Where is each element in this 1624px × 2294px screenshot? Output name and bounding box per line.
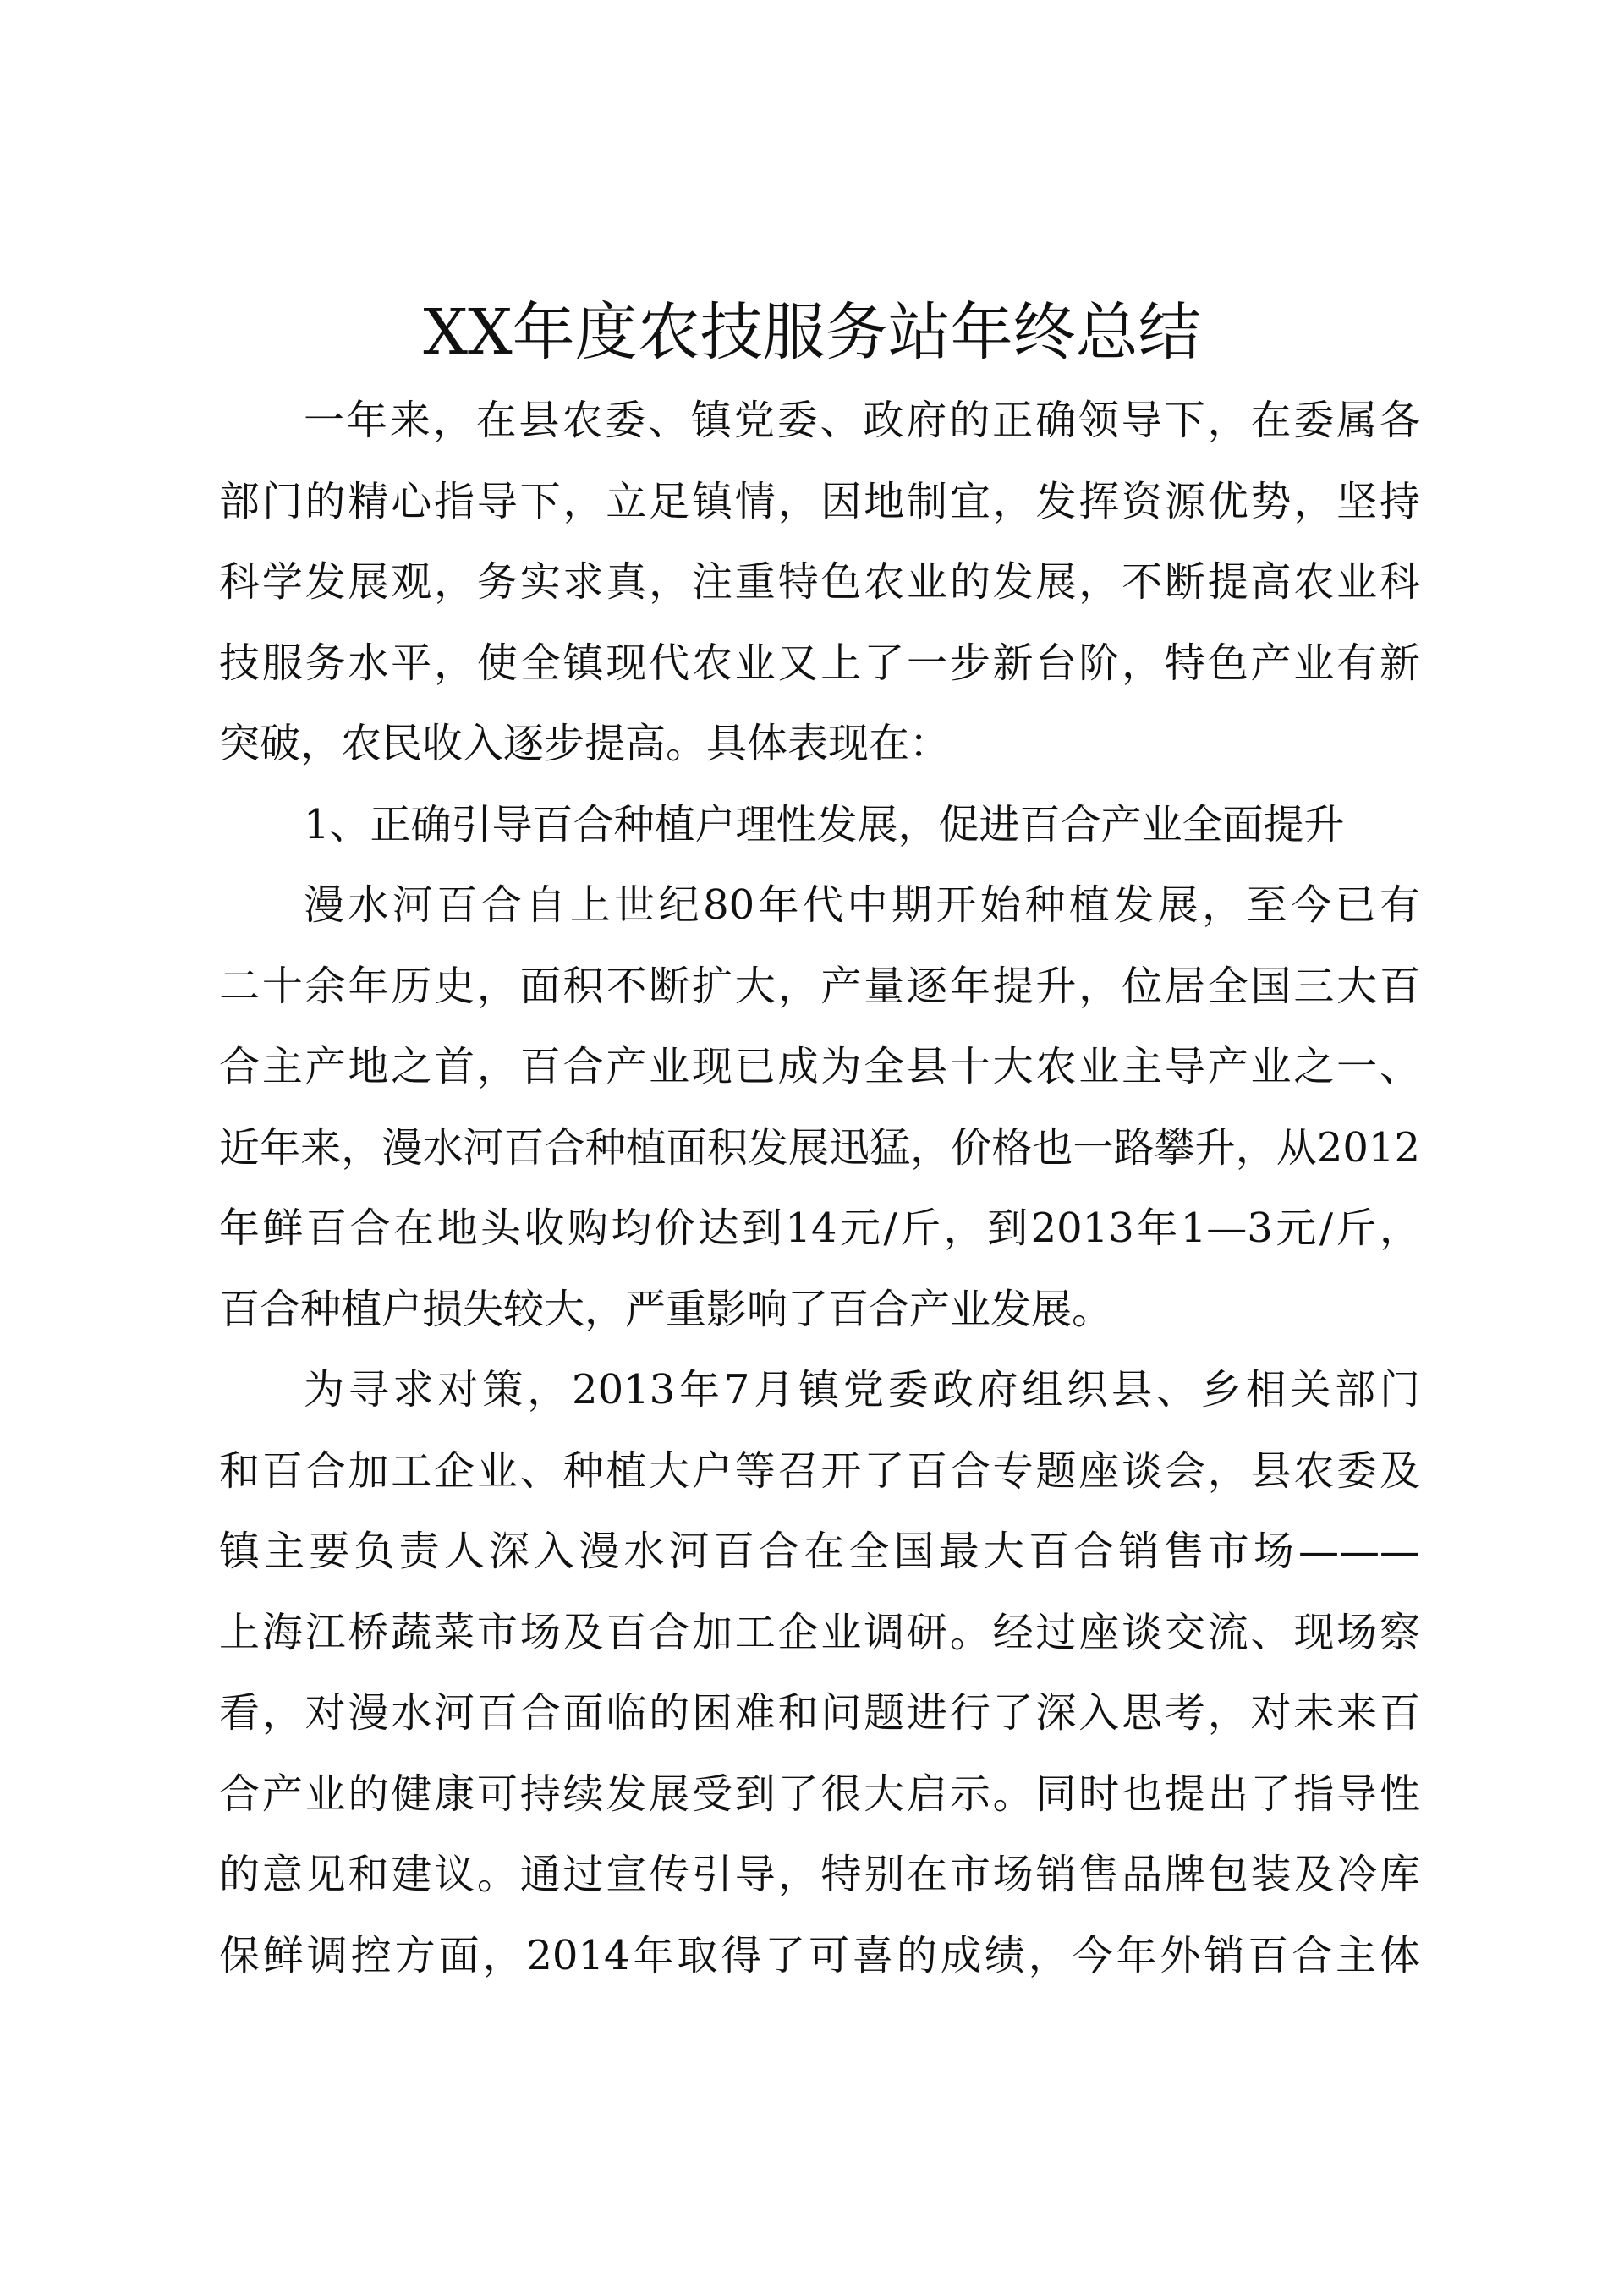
paragraph-line: 一年来，在县农委、镇党委、政府的正确领导下，在委属各 xyxy=(304,397,1420,444)
paragraph-line: 看，对漫水河百合面临的困难和问题进行了深入思考，对未来百 xyxy=(219,1689,1420,1737)
paragraph-line: 和百合加工企业、种植大户等召开了百合专题座谈会，县农委及 xyxy=(219,1446,1420,1495)
paragraph-line: 百合种植户损失较大，严重影响了百合产业发展。 xyxy=(219,1285,1113,1333)
paragraph-line: 合产业的健康可持续发展受到了很大启示。同时也提出了指导性 xyxy=(219,1770,1420,1818)
paragraph-line: 的意见和建议。通过宣传引导，特别在市场销售品牌包装及冷库 xyxy=(219,1851,1420,1898)
paragraph-line: 近年来，漫水河百合种植面积发展迅猛，价格也一路攀升，从2012 xyxy=(219,1123,1420,1172)
paragraph-line: 保鲜调控方面，2014年取得了可喜的成绩，今年外销百合主体 xyxy=(219,1931,1420,1979)
paragraph-line: 为寻求对策，2013年7月镇党委政府组织县、乡相关部门 xyxy=(304,1366,1420,1413)
paragraph-line: 漫水河百合自上世纪80年代中期开始种植发展，至今已有 xyxy=(304,881,1420,929)
section-heading: 1、正确引导百合种植户理性发展，促进百合产业全面提升 xyxy=(304,800,1345,848)
paragraph-line: 部门的精心指导下，立足镇情，因地制宜，发挥资源优势，坚持 xyxy=(219,477,1420,525)
paragraph-line: 技服务水平，使全镇现代农业又上了一步新台阶，特色产业有新 xyxy=(219,639,1420,687)
paragraph-line: 合主产地之首，百合产业现已成为全县十大农业主导产业之一、 xyxy=(219,1043,1420,1090)
document-title: XX年度农技服务站年终总结 xyxy=(423,296,1201,369)
paragraph-line: 上海江桥蔬菜市场及百合加工企业调研。经过座谈交流、现场察 xyxy=(219,1608,1420,1656)
paragraph-line: 年鲜百合在地头收购均价达到14元/斤，到2013年1—3元/斤， xyxy=(219,1205,1420,1252)
paragraph-line: 镇主要负责人深入漫水河百合在全国最大百合销售市场——— xyxy=(219,1528,1420,1575)
paragraph-line: 二十余年历史，面积不断扩大，产量逐年提升，位居全国三大百 xyxy=(219,962,1420,1010)
document-body xyxy=(219,381,1420,1996)
paragraph-line: 突破，农民收入逐步提高。具体表现在： xyxy=(219,720,951,767)
paragraph-line: 科学发展观，务实求真，注重特色农业的发展，不断提高农业科 xyxy=(219,558,1420,606)
